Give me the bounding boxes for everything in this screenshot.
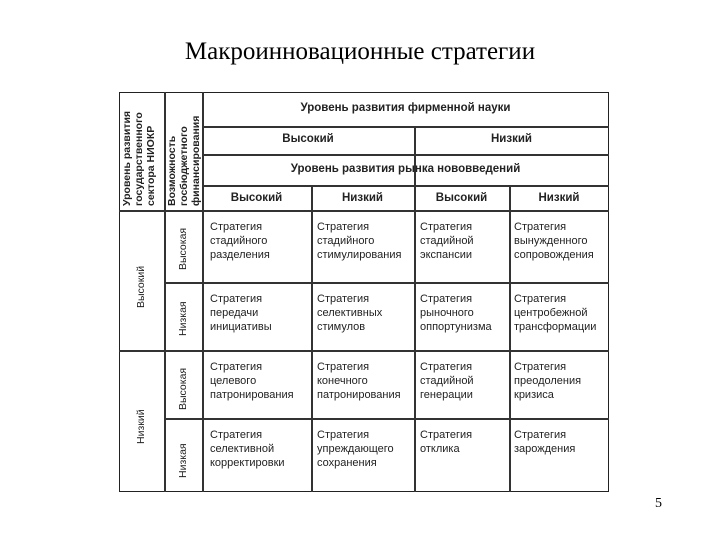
science-high: Высокий	[282, 133, 334, 145]
budget-funding-label: Возможность госбюджетного финансирования	[166, 115, 202, 206]
strategy-cell: Стратегия стадийной генерации	[420, 361, 474, 401]
budget-low-label: Низкая	[177, 443, 189, 478]
strategy-cell: Стратегия стадийной экспансии	[420, 221, 474, 261]
grid-line	[202, 126, 609, 128]
strategy-cell: Стратегия стадийного стимулирования	[317, 221, 402, 261]
strategy-cell: Стратегия преодоления кризиса	[514, 361, 582, 401]
market-header: Уровень развития рынка нововведений	[290, 163, 521, 175]
grid-line	[311, 185, 313, 492]
grid-line	[119, 350, 609, 352]
market-level: Высокий	[230, 192, 283, 204]
grid-line	[119, 210, 609, 212]
strategy-cell: Стратегия стадийного разделения	[210, 221, 270, 261]
budget-high-label: Высокая	[177, 367, 189, 410]
strategy-cell: Стратегия передачи инициативы	[210, 293, 272, 333]
strategy-cell: Стратегия вынужденного сопровождения	[514, 221, 594, 261]
state-sector-label: Уровень развития государственного сектора НИОКР	[121, 110, 157, 206]
strategy-cell: Стратегия рыночного оппортунизма	[420, 293, 492, 333]
grid-line	[164, 418, 609, 420]
market-level: Низкий	[342, 192, 383, 204]
strategy-cell: Стратегия селективной корректировки	[210, 429, 285, 469]
grid-line	[202, 92, 204, 492]
science-header: Уровень развития фирменной науки	[300, 102, 511, 114]
page-title: Макроинновационные стратегии	[184, 38, 536, 65]
strategy-table	[119, 92, 611, 494]
strategy-cell: Стратегия конечного патронирования	[317, 361, 401, 401]
grid-line	[414, 126, 416, 492]
market-level: Высокий	[435, 192, 488, 204]
strategy-cell: Стратегия селективных стимулов	[317, 293, 383, 333]
grid-line	[202, 185, 609, 187]
strategy-cell: Стратегия упреждающего сохранения	[317, 429, 394, 469]
strategy-cell: Стратегия центробежной трансформации	[514, 293, 597, 333]
grid-line	[164, 282, 609, 284]
state-high-label: Высокий	[135, 265, 147, 308]
grid-line	[202, 154, 609, 156]
budget-low-label: Низкая	[177, 301, 189, 336]
state-low-label: Низкий	[135, 409, 147, 444]
strategy-cell: Стратегия зарождения	[514, 429, 576, 455]
budget-high-label: Высокая	[177, 227, 189, 270]
strategy-cell: Стратегия отклика	[420, 429, 473, 455]
science-low: Низкий	[491, 133, 532, 145]
strategy-cell: Стратегия целевого патронирования	[210, 361, 294, 401]
market-level: Низкий	[538, 192, 580, 204]
grid-line	[509, 185, 511, 492]
page-number: 5	[655, 496, 662, 511]
